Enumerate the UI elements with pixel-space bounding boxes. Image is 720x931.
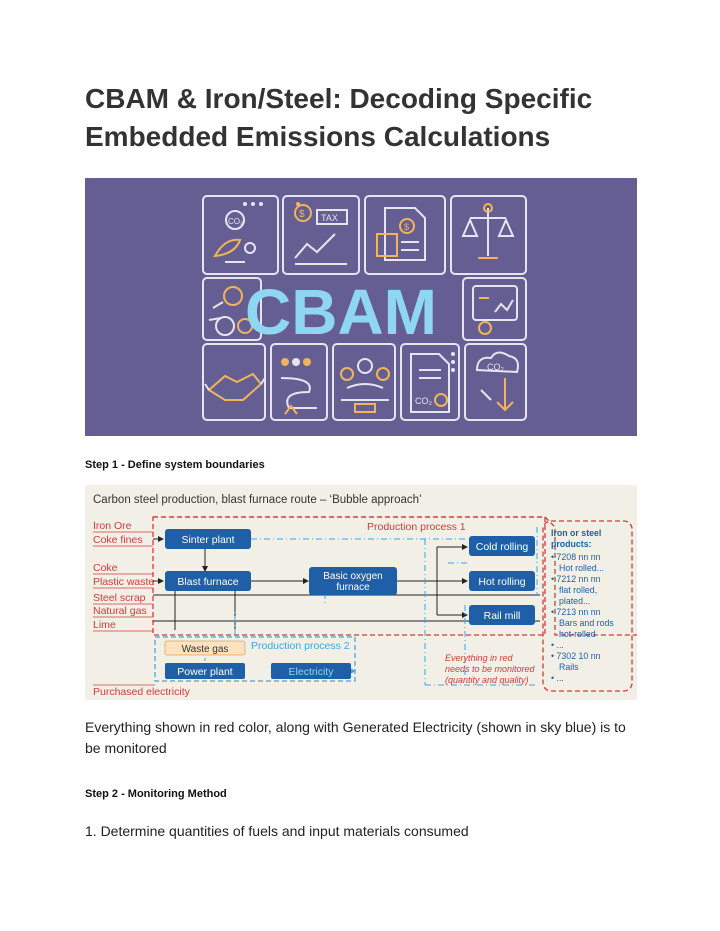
svg-text:Rails: Rails [559,662,579,672]
svg-text:flat rolled,: flat rolled, [559,585,598,595]
svg-text:Electricity: Electricity [288,666,334,678]
svg-text:CO₂: CO₂ [228,217,244,226]
svg-text:Basic oxygen: Basic oxygen [323,571,383,582]
cbam-banner-image [85,178,637,436]
svg-text:CO₂: CO₂ [415,396,432,406]
svg-text:plated...: plated... [559,596,591,606]
process2-label: Production process 2 [251,640,350,652]
page-title: CBAM & Iron/Steel: Decoding Specific Embedded Emissions Calculations [85,83,593,152]
basic-oxygen-furnace-box [309,567,397,595]
step2-item-1: 1. Determine quantities of fuels and input materials consumed [85,823,469,839]
products-list [551,528,614,683]
sinter-plant-box [165,529,251,549]
input-plastic-waste: Plastic waste [93,576,155,588]
svg-text:furnace: furnace [336,582,370,593]
svg-text:Rail mill: Rail mill [483,610,521,622]
svg-text:hot-rolled: hot-rolled [559,629,596,639]
svg-text:needs to be monitored: needs to be monitored [445,664,535,674]
svg-text:Iron or steel: Iron or steel [551,528,602,538]
svg-text:$: $ [299,209,305,220]
input-steel-scrap: Steel scrap [93,592,146,604]
production-diagram-svg [85,485,637,700]
waste-gas-box [165,641,245,655]
co2-down-icon [477,352,518,410]
input-coke: Coke [93,562,118,574]
svg-text:Sinter plant: Sinter plant [181,534,235,546]
svg-text:Bars and rods: Bars and rods [559,618,614,628]
svg-text:$: $ [404,222,410,232]
document-co2-icon [411,354,449,412]
svg-text:Everything in red: Everything in red [445,653,513,663]
scales-icon [463,204,513,258]
rail-mill-box [469,605,535,625]
cbam-banner-svg [85,178,637,436]
step1-description: Everything shown in red color, along with Generated Electricity (shown in sky blue) is to be monitored [85,719,626,756]
route-icon [281,358,317,414]
cbam-logo-text: CBAM [245,276,437,348]
svg-text:TAX: TAX [321,213,338,223]
dashboard-icon [473,286,517,334]
cold-rolling-box [469,536,535,556]
blast-furnace-box [165,571,251,591]
handshake-icon [205,374,265,400]
svg-text:• ...: • ... [551,673,564,683]
svg-text:products:: products: [551,539,592,549]
svg-text:Hot rolling: Hot rolling [478,576,526,588]
svg-text:(quantity and quality): (quantity and quality) [445,675,529,685]
svg-text:Power plant: Power plant [177,666,233,678]
svg-text:• 7208 nn nn: • 7208 nn nn [551,552,601,562]
input-natural-gas: Natural gas [93,605,147,617]
svg-text:• 7302 10 nn: • 7302 10 nn [551,651,601,661]
svg-text:• ...: • ... [551,640,564,650]
step1-heading: Step 1 - Define system boundaries [85,459,265,471]
hot-rolling-box [469,571,535,591]
tax-icon [295,205,347,264]
svg-text:Blast furnace: Blast furnace [177,576,239,588]
svg-text:CO₂: CO₂ [487,362,504,372]
input-lime: Lime [93,619,116,631]
svg-text:• 7212 nn nn: • 7212 nn nn [551,574,601,584]
process1-label: Production process 1 [367,521,466,533]
step2-heading: Step 2 - Monitoring Method [85,788,227,800]
svg-text:Hot rolled...: Hot rolled... [559,563,604,573]
svg-text:Waste gas: Waste gas [181,644,229,655]
svg-text:Cold rolling: Cold rolling [475,541,529,553]
electricity-box [271,663,351,679]
input-purchased-electricity: Purchased electricity [93,686,190,698]
invoice-icon [377,208,425,260]
diagram-title: Carbon steel production, blast furnace route – ‘Bubble approach’ [93,494,422,506]
input-iron-ore: Iron Ore [93,520,132,532]
power-plant-box [165,663,245,679]
monitoring-note [445,653,536,685]
co2-plant-icon [215,211,255,262]
input-coke-fines: Coke fines [93,534,143,546]
svg-text:• 7213 nn nn: • 7213 nn nn [551,607,601,617]
production-diagram [85,485,637,700]
meeting-icon [341,359,389,412]
